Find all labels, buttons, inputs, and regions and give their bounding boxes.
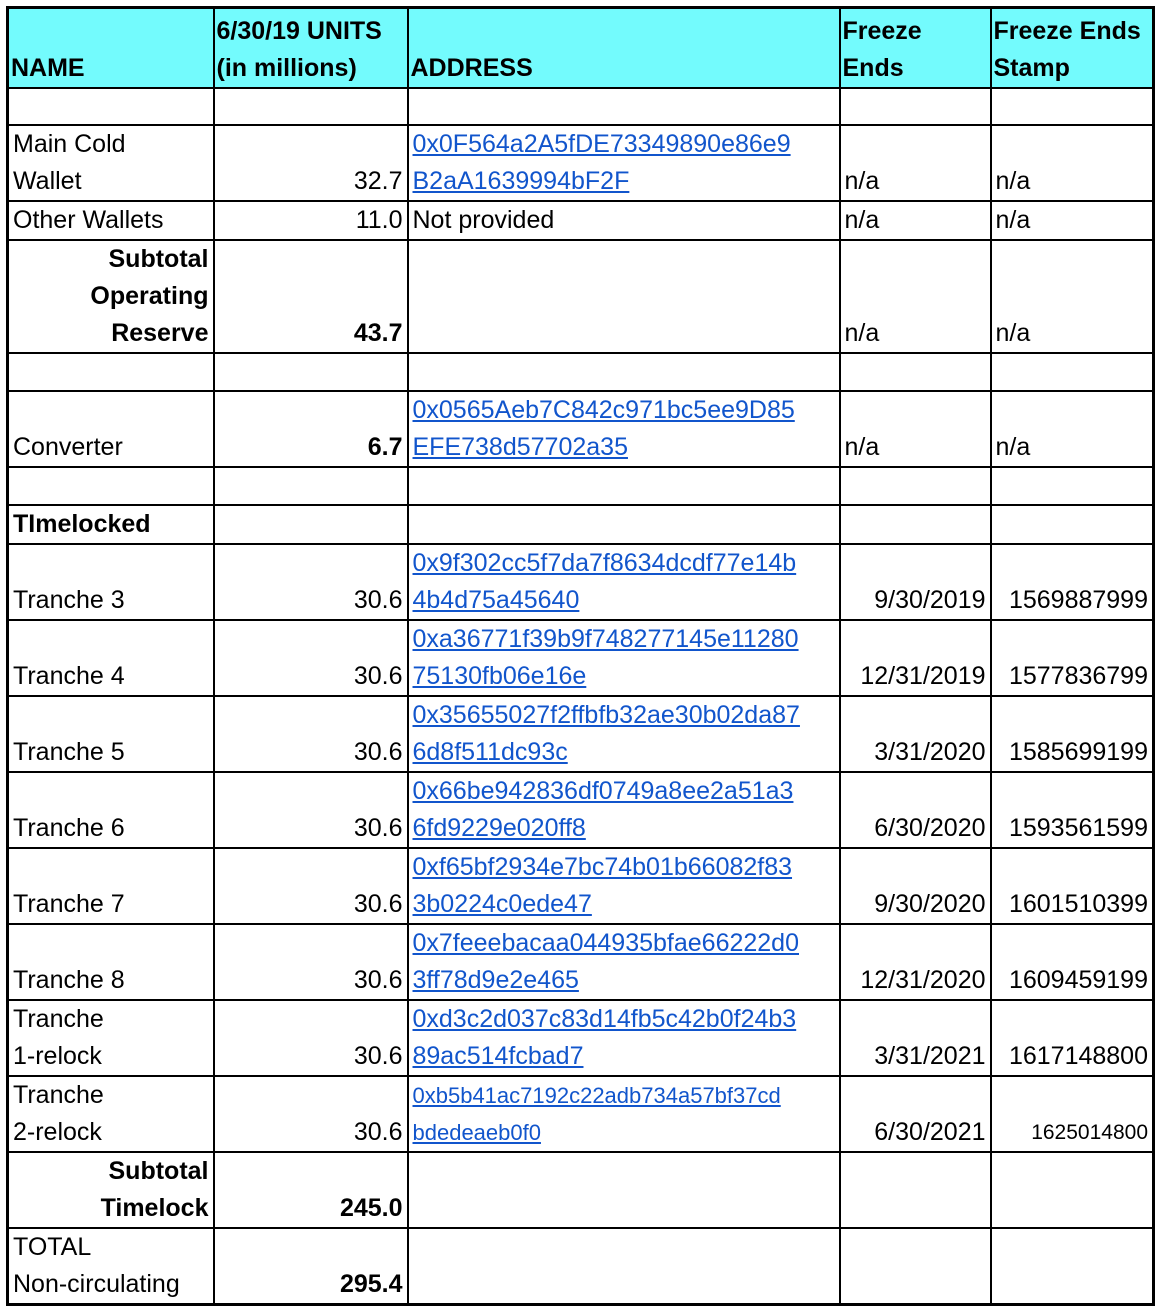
row-address — [408, 696, 840, 772]
row-units: 6.7 — [214, 391, 408, 467]
table-row — [8, 125, 1154, 201]
row-name: Other Wallets — [8, 201, 214, 240]
row-freeze: 3/31/2021 — [840, 1000, 991, 1076]
address-link[interactable]: 6d8f511dc93c — [412, 737, 568, 766]
row-units: 30.6 — [214, 772, 408, 848]
row-name: Subtotal Timelock — [8, 1152, 214, 1228]
row-address — [408, 620, 840, 696]
address-link[interactable]: 89ac514fcbad7 — [412, 1041, 584, 1070]
address-link[interactable]: B2aA1639994bF2F — [412, 166, 630, 195]
address-link[interactable]: 0xb5b41ac7192c22adb734a57bf37cd — [412, 1082, 781, 1108]
row-address — [408, 924, 840, 1000]
subtotal-row — [8, 240, 1154, 353]
address-link[interactable]: bdedeaeb0f0 — [412, 1119, 541, 1145]
row-freeze: 12/31/2020 — [840, 924, 991, 1000]
row-stamp: n/a — [991, 201, 1154, 240]
section-row — [8, 505, 1154, 544]
row-stamp: 1609459199 — [991, 924, 1154, 1000]
address-link[interactable]: 0xd3c2d037c83d14fb5c42b0f24b3 — [412, 1004, 797, 1033]
address-link[interactable]: 4b4d75a45640 — [412, 585, 580, 614]
row-address — [408, 391, 840, 467]
address-link[interactable]: 0x7feeebacaa044935bfae66222d0 — [412, 928, 799, 957]
row-freeze: 9/30/2019 — [840, 544, 991, 620]
row-address — [408, 125, 840, 201]
table-row — [8, 1000, 1154, 1076]
row-address — [408, 240, 840, 353]
table-row — [8, 201, 1154, 240]
row-freeze: n/a — [840, 125, 991, 201]
row-name: Converter — [8, 391, 214, 467]
row-stamp: 1617148800 — [991, 1000, 1154, 1076]
row-name: Tranche 5 — [8, 696, 214, 772]
table-row — [8, 848, 1154, 924]
row-address — [408, 772, 840, 848]
row-stamp: 1601510399 — [991, 848, 1154, 924]
row-freeze: n/a — [840, 201, 991, 240]
row-freeze: 3/31/2020 — [840, 696, 991, 772]
row-name: Tranche 2-relock — [8, 1076, 214, 1152]
row-stamp: n/a — [991, 391, 1154, 467]
address-link[interactable]: 0xa36771f39b9f748277145e11280 — [412, 624, 799, 653]
reserve-table — [6, 6, 1155, 1306]
empty-row — [8, 88, 1154, 125]
empty-row — [8, 353, 1154, 391]
table-row — [8, 391, 1154, 467]
row-units: 11.0 — [214, 201, 408, 240]
row-freeze: 6/30/2020 — [840, 772, 991, 848]
row-address — [408, 1076, 840, 1152]
row-name: Main Cold Wallet — [8, 125, 214, 201]
address-link[interactable]: 0x9f302cc5f7da7f8634dcdf77e14b — [412, 548, 797, 577]
row-units: 32.7 — [214, 125, 408, 201]
empty-row — [8, 467, 1154, 505]
header-units: 6/30/19 UNITS (in millions) — [214, 8, 408, 88]
address-link[interactable]: 0xf65bf2934e7bc74b01b66082f83 — [412, 852, 793, 881]
row-freeze: 12/31/2019 — [840, 620, 991, 696]
table-row — [8, 1076, 1154, 1152]
header-freeze-ends: Freeze Ends — [840, 8, 991, 88]
address-link[interactable]: 75130fb06e16e — [412, 661, 587, 690]
row-units: 30.6 — [214, 848, 408, 924]
row-name: Tranche 3 — [8, 544, 214, 620]
row-address — [408, 544, 840, 620]
row-freeze: 6/30/2021 — [840, 1076, 991, 1152]
address-link[interactable]: 0x66be942836df0749a8ee2a51a3 — [412, 776, 794, 805]
row-units: 295.4 — [214, 1228, 408, 1305]
row-stamp: n/a — [991, 125, 1154, 201]
row-name: Tranche 4 — [8, 620, 214, 696]
address-link[interactable]: 0x0565Aeb7C842c971bc5ee9D85 — [412, 395, 795, 424]
row-stamp: 1585699199 — [991, 696, 1154, 772]
address-link[interactable]: 0x35655027f2ffbfb32ae30b02da87 — [412, 700, 800, 729]
row-units: 30.6 — [214, 1076, 408, 1152]
address-link[interactable]: 3b0224c0ede47 — [412, 889, 592, 918]
row-units: 245.0 — [214, 1152, 408, 1228]
row-units: 43.7 — [214, 240, 408, 353]
address-link[interactable]: 3ff78d9e2e465 — [412, 965, 579, 994]
row-name: Subtotal Operating Reserve — [8, 240, 214, 353]
table-row — [8, 620, 1154, 696]
row-name: Tranche 7 — [8, 848, 214, 924]
row-address — [408, 848, 840, 924]
subtotal-row — [8, 1152, 1154, 1228]
row-stamp: 1625014800 — [991, 1076, 1154, 1152]
address-link[interactable]: 6fd9229e020ff8 — [412, 813, 586, 842]
row-name: Tranche 6 — [8, 772, 214, 848]
address-link[interactable]: 0x0F564a2A5fDE73349890e86e9 — [412, 129, 791, 158]
table-row — [8, 696, 1154, 772]
row-units: 30.6 — [214, 1000, 408, 1076]
row-freeze: n/a — [840, 391, 991, 467]
row-freeze: 9/30/2020 — [840, 848, 991, 924]
row-stamp: 1577836799 — [991, 620, 1154, 696]
table-row — [8, 924, 1154, 1000]
table-row — [8, 544, 1154, 620]
row-name: Tranche 8 — [8, 924, 214, 1000]
row-address: Not provided — [408, 201, 840, 240]
header-address: ADDRESS — [408, 8, 840, 88]
table-row — [8, 772, 1154, 848]
row-units: 30.6 — [214, 544, 408, 620]
section-title: TImelocked — [8, 505, 214, 544]
header-name: NAME — [8, 8, 214, 88]
row-name: TOTAL Non-circulating — [8, 1228, 214, 1305]
header-freeze-stamp: Freeze Ends Stamp — [991, 8, 1154, 88]
row-units: 30.6 — [214, 620, 408, 696]
row-stamp: n/a — [991, 240, 1154, 353]
row-units: 30.6 — [214, 924, 408, 1000]
row-units: 30.6 — [214, 696, 408, 772]
total-row — [8, 1228, 1154, 1305]
row-name: Tranche 1-relock — [8, 1000, 214, 1076]
row-stamp: 1569887999 — [991, 544, 1154, 620]
header-row — [8, 8, 1154, 88]
address-link[interactable]: EFE738d57702a35 — [412, 432, 628, 461]
row-address — [408, 1000, 840, 1076]
row-stamp: 1593561599 — [991, 772, 1154, 848]
row-freeze: n/a — [840, 240, 991, 353]
